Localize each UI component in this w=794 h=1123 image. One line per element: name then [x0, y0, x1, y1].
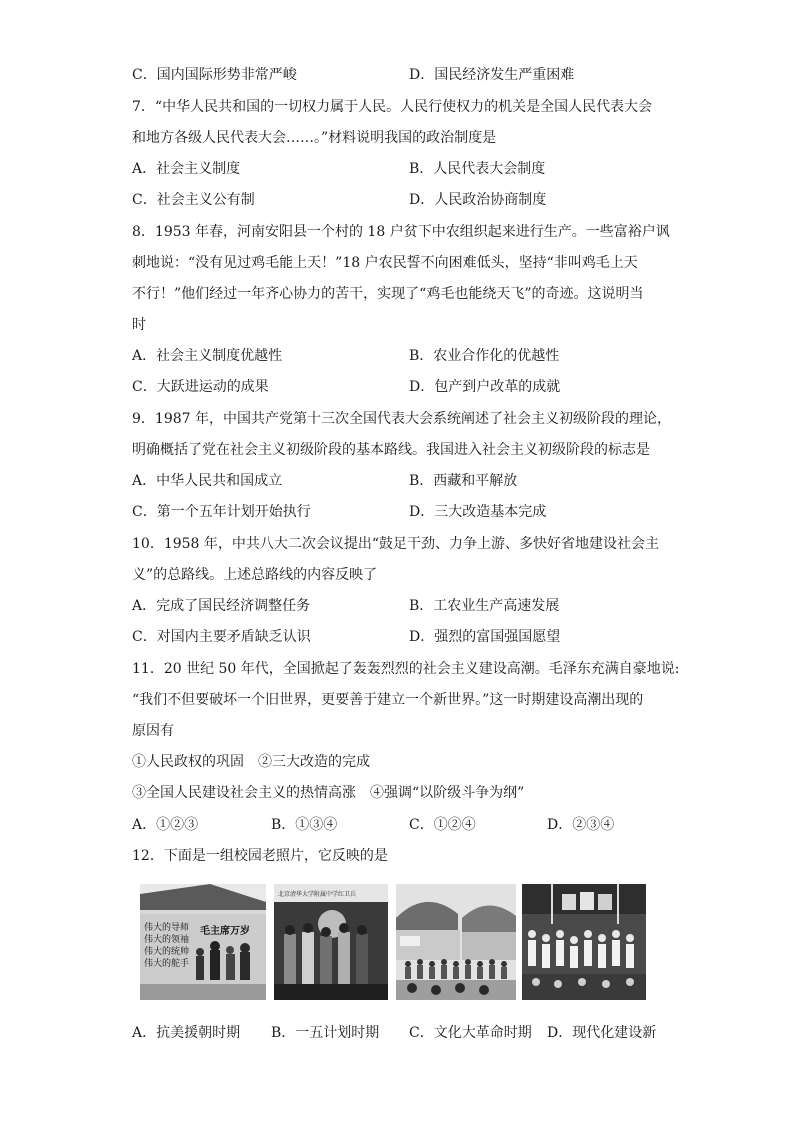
- q8-option-b: B．农业合作化的优越性: [409, 348, 560, 364]
- photo-stage-performance: [274, 884, 388, 1000]
- q11-option-d: D．②③④: [547, 817, 615, 833]
- slogan-line-3: 伟大的统帅: [144, 947, 190, 957]
- slogan-line-4: 伟大的舵手: [144, 959, 190, 969]
- q7-option-d: D．人民政治协商制度: [409, 192, 547, 208]
- q10-option-a: A．完成了国民经济调整任务: [132, 598, 311, 614]
- q10-stem-line1: 10．1958 年，中共八大二次会议提出“鼓足干劲、力争上游、多快好省地建设社会主: [132, 536, 660, 552]
- q11-items-1-2: ①人民政权的巩固 ②三大改造的完成: [132, 754, 370, 770]
- q11-items-3-4: ③全国人民建设社会主义的热情高涨 ④强调“以阶级斗争为纲”: [132, 785, 525, 801]
- q12-option-c: C．文化大革命时期: [409, 1025, 532, 1041]
- q7-option-c: C．社会主义公有制: [132, 192, 255, 208]
- q11-stem-line2: “我们不但要破坏一个旧世界，更要善于建立一个新世界。”这一时期建设高潮出现的: [132, 692, 644, 708]
- photo-crowd-rally: [522, 884, 646, 1000]
- q7-option-a: A．社会主义制度: [132, 161, 241, 177]
- q11-stem-line1: 11．20 世纪 50 年代，全国掀起了轰轰烈烈的社会主义建设高潮。毛泽东充满自豪地说:: [132, 661, 680, 677]
- q7-stem-line2: 和地方各级人民代表大会……。”材料说明我国的政治制度是: [132, 130, 497, 146]
- q8-stem-line3: 不行！”他们经过一年齐心协力的苦干，实现了“鸡毛也能绕天飞”的奇迹。这说明当: [132, 286, 644, 302]
- q9-option-b: B．西藏和平解放: [409, 473, 518, 489]
- photo-wall-slogans: [140, 884, 266, 1000]
- q7-stem-line1: 7．“中华人民共和国的一切权力属于人民。人民行使权力的机关是全国人民代表大会: [132, 99, 653, 115]
- q8-stem-line4: 时: [132, 317, 146, 333]
- q8-option-a: A．社会主义制度优越性: [132, 348, 283, 364]
- q8-option-c: C．大跃进运动的成果: [132, 379, 269, 395]
- q6-option-d: D．国民经济发生严重困难: [409, 67, 575, 83]
- q9-stem-line1: 9．1987 年，中国共产党第十三次全国代表大会系统阐述了社会主义初级阶段的理论，: [132, 411, 671, 427]
- q12-option-d: D．现代化建设新: [547, 1025, 657, 1041]
- q11-option-c: C．①②④: [409, 817, 476, 833]
- slogan-large: 毛主席万岁: [200, 926, 250, 937]
- banner-text: 北京清华大学附属中学红卫兵: [278, 891, 357, 898]
- q10-option-d: D．强烈的富国强国愿望: [409, 629, 561, 645]
- q11-option-a: A．①②③: [132, 817, 199, 833]
- q6-option-c: C．国内国际形势非常严峻: [132, 67, 297, 83]
- q9-option-a: A．中华人民共和国成立: [132, 473, 283, 489]
- q10-option-c: C．对国内主要矛盾缺乏认识: [132, 629, 311, 645]
- q8-stem-line1: 8．1953 年春，河南安阳县一个村的 18 户贫下中农组织起来进行生产。一些富裕户讽: [132, 224, 670, 240]
- slogan-line-1: 伟大的导师: [144, 923, 190, 933]
- q7-option-b: B．人民代表大会制度: [409, 161, 546, 177]
- q12-stem: 12．下面是一组校园老照片，它反映的是: [132, 848, 388, 864]
- q8-stem-line2: 刺地说：“没有见过鸡毛能上天！”18 户农民誓不向困难低头，坚持“非叫鸡毛上天: [132, 255, 638, 271]
- q8-option-d: D．包产到户改革的成就: [409, 379, 561, 395]
- q9-option-d: D．三大改造基本完成: [409, 504, 547, 520]
- q10-stem-line2: 义”的总路线。上述总路线的内容反映了: [132, 567, 378, 583]
- q10-option-b: B．工农业生产高速发展: [409, 598, 560, 614]
- q11-option-b: B．①③④: [271, 817, 338, 833]
- q12-option-a: A．抗美援朝时期: [132, 1025, 241, 1041]
- q9-option-c: C．第一个五年计划开始执行: [132, 504, 311, 520]
- q12-option-b: B．一五计划时期: [271, 1025, 380, 1041]
- photo-thatched-huts: [396, 884, 516, 1000]
- slogan-line-2: 伟大的领袖: [144, 935, 190, 945]
- q11-stem-line3: 原因有: [132, 723, 174, 739]
- q9-stem-line2: 明确概括了党在社会主义初级阶段的基本路线。我国进入社会主义初级阶段的标志是: [132, 442, 650, 458]
